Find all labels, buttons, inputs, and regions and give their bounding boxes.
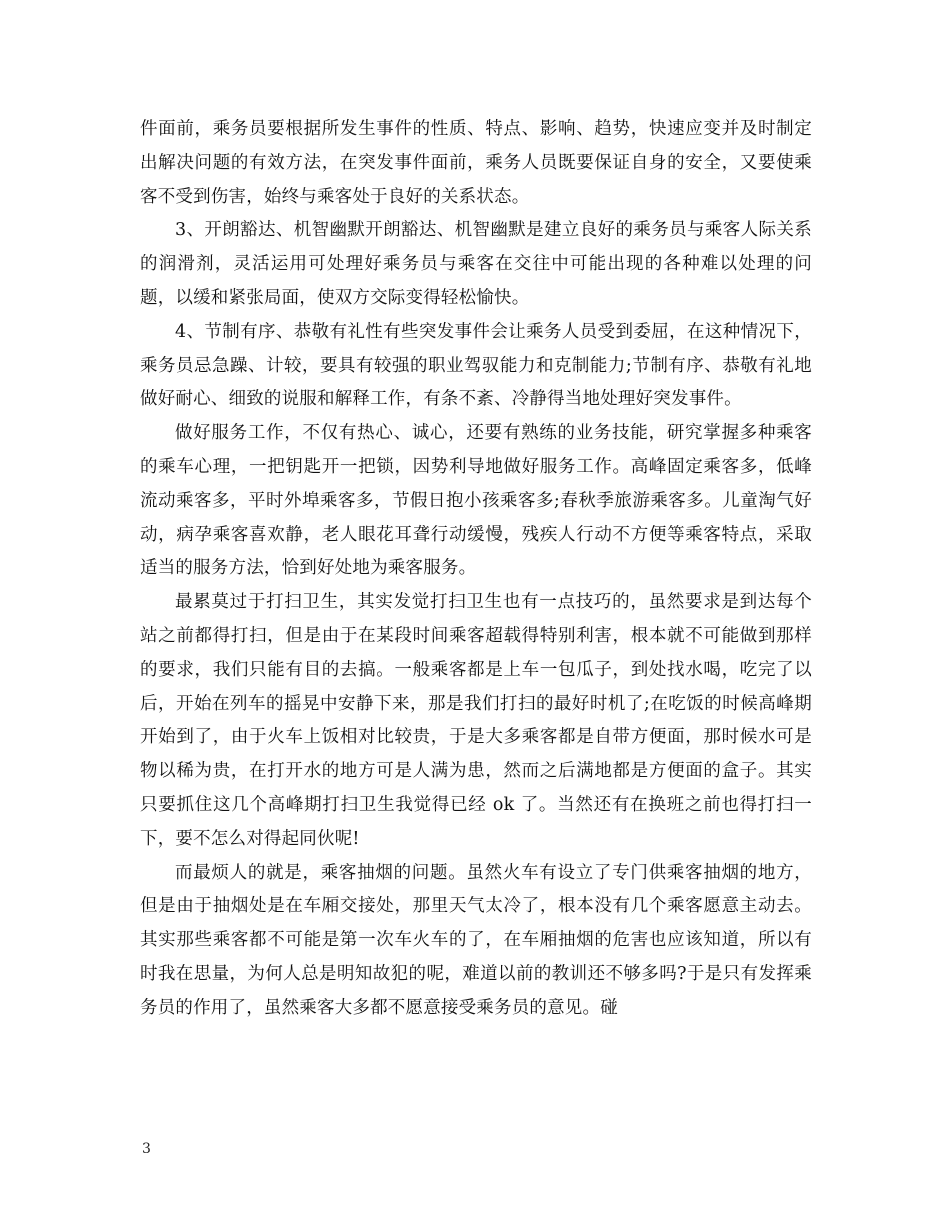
paragraph-smoking: 而最烦人的就是，乘客抽烟的问题。虽然火车有设立了专门供乘客抽烟的地方，但是由于抽烟处是在车厢交接处，那里天气太冷了，根本没有几个乘客愿意主动去。其实那些乘客都不可能是第一次车火车的了，在车厢抽烟的危害也应该知道，所以有时我在思量，为何人总是明知故犯的呢，难道以前的教训还不够多吗?于是只有发挥乘务员的作用了，虽然乘客大多都不愿意接受乘务员的意见。碰 xyxy=(140,862,812,1018)
paragraph-continuation: 件面前，乘务员要根据所发生事件的性质、特点、影响、趋势，快速应变并及时制定出解决问题的有效方法，在突发事件面前，乘务人员既要保证自身的安全，又要使乘客不受到伤害，始终与乘客处于良好的关系状态。 xyxy=(140,119,812,207)
paragraph-cleaning: 最累莫过于打扫卫生，其实发觉打扫卫生也有一点技巧的，虽然要求是到达每个站之前都得打扫，但是由于在某段时间乘客超载得特别利害，根本就不可能做到那样的要求，我们只能有目的去搞。一般乘客都是上车一包瓜子，到处找水喝，吃完了以后，开始在列车的摇晃中安静下来，那是我们打扫的最好时机了;在吃饭的时候高峰期开始到了，由于火车上饭相对比较贵，于是大多乘客都是自带方便面，那时候水可是物以稀为贵，在打开水的地方可是人满为患，然而之后满地都是方便面的盒子。其实只要抓住这几个高峰期打扫卫生我觉得已经 ok 了。当然还有在换班之前也得打扫一下，要不怎么对得起同伙呢! xyxy=(140,592,812,849)
paragraph-point-3: 3、开朗豁达、机智幽默开朗豁达、机智幽默是建立良好的乘务员与乘客人际关系的润滑剂，灵活运用可处理好乘务员与乘客在交往中可能出现的各种难以处理的问题，以缓和紧张局面，使双方交际变得轻松愉快。 xyxy=(140,220,812,308)
paragraph-service-work: 做好服务工作，不仅有热心、诚心，还要有熟练的业务技能，研究掌握多种乘客的乘车心理，一把钥匙开一把锁，因势利导地做好服务工作。高峰固定乘客多，低峰流动乘客多，平时外埠乘客多，节假日抱小孩乘客多;春秋季旅游乘客多。儿童淘气好动，病孕乘客喜欢静，老人眼花耳聋行动缓慢，残疾人行动不方便等乘客特点，采取适当的服务方法，恰到好处地为乘客服务。 xyxy=(140,423,812,579)
page-number: 3 xyxy=(142,1141,151,1157)
paragraph-point-4: 4、节制有序、恭敬有礼性有些突发事件会让乘务人员受到委屈，在这种情况下，乘务员忌急躁、计较，要具有较强的职业驾驭能力和克制能力;节制有序、恭敬有礼地做好耐心、细致的说服和解释工作，有条不紊、冷静得当地处理好突发事件。 xyxy=(140,321,812,410)
body-text xyxy=(140,113,812,1026)
